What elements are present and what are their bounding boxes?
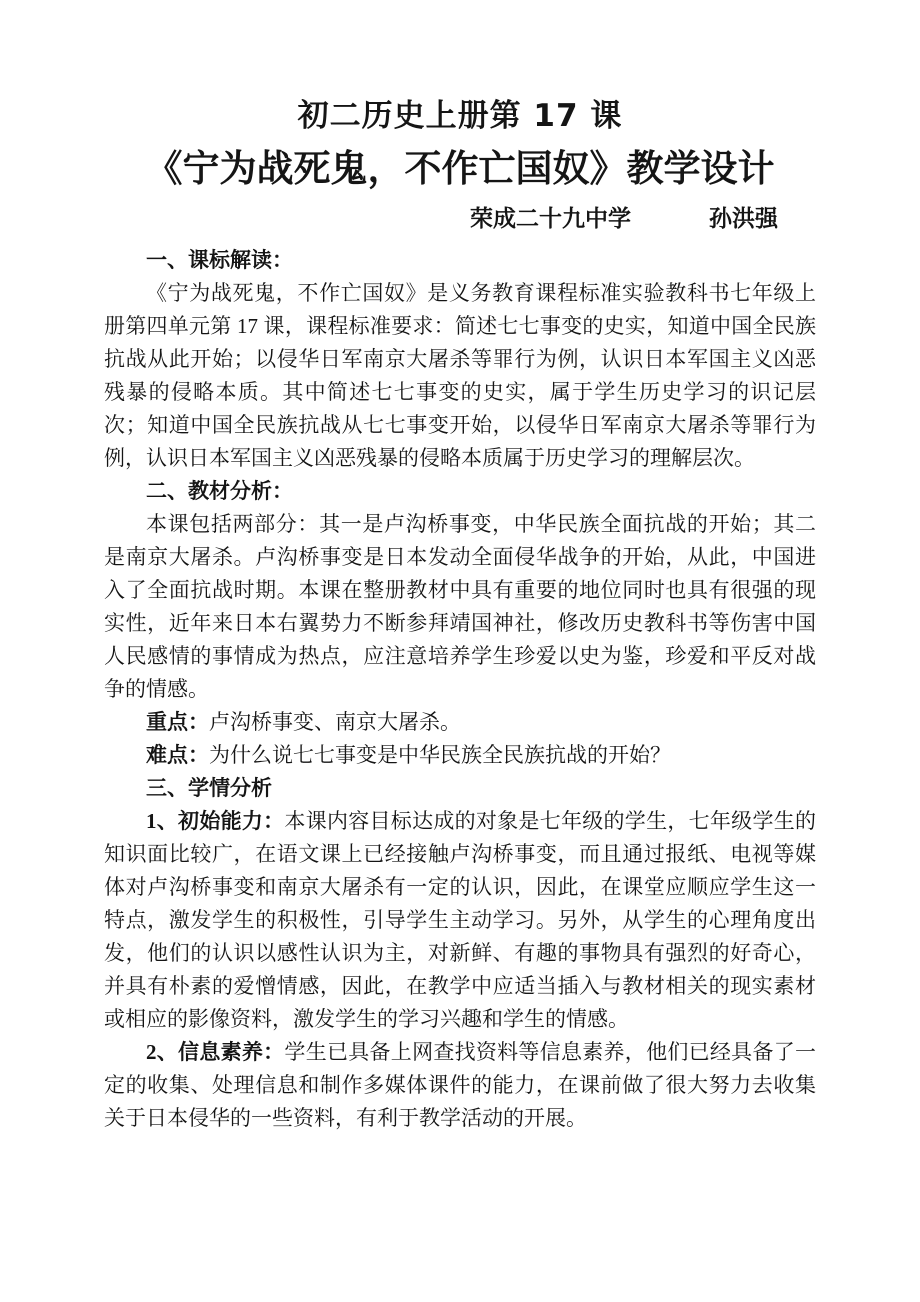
initial-ability-label: 1、初始能力： bbox=[146, 809, 285, 833]
document-title-line1: 初二历史上册第 17 课 bbox=[297, 98, 623, 134]
section-heading-textbook-analysis: 二、教材分析： bbox=[146, 479, 293, 503]
initial-ability-text: 本课内容目标达成的对象是七年级的学生，七年级学生的知识面比较广，在语文课上已经接触卢沟桥事变，而且通过报纸、电视等媒体对卢沟桥事变和南京大屠杀有一定的认识，因此，在课堂应顺应学生这一特点，激发学生的积极性，引导学生主动学习。另外，从学生的心理角度出发，他们的认识以感性认识为主，对新鲜、有趣的事物具有强烈的好奇心，并具有朴素的爱憎情感，因此，在教学中应适当插入与教材相关的现实素材或相应的影像资料，激发学生的学习兴趣和学生的情感。 bbox=[104, 809, 817, 1031]
section-heading-curriculum-standard: 一、课标解读： bbox=[146, 248, 293, 272]
paragraph-information-literacy bbox=[104, 1036, 816, 1135]
paragraph-initial-ability bbox=[104, 805, 816, 1036]
document-title-line2: 《宁为战死鬼，不作亡国奴》教学设计 bbox=[145, 147, 775, 190]
byline-author: 孙洪强 bbox=[709, 206, 778, 232]
key-point-label: 重点： bbox=[146, 710, 209, 734]
paragraph-difficult-point bbox=[104, 739, 816, 772]
section-heading-learner-analysis: 三、学情分析 bbox=[146, 776, 272, 800]
paragraph-key-point bbox=[104, 706, 816, 739]
document-body bbox=[104, 244, 816, 1135]
information-literacy-text: 学生已具备上网查找资料等信息素养，他们已经具备了一定的收集、处理信息和制作多媒体课件的能力，在课前做了很大努力去收集关于日本侵华的一些资料，有利于教学活动的开展。 bbox=[104, 1040, 817, 1130]
paragraph-curriculum-standard: 《宁为战死鬼，不作亡国奴》是义务教育课程标准实验教科书七年级上册第四单元第 17 课，课程标准要求：简述七七事变的史实，知道中国全民族抗战从此开始；以侵华日军南京大屠杀等罪行为例，认识日本军国主义凶恶残暴的侵略本质。其中简述七七事变的史实，属于学生历史学习的识记层次；知道中国全民族抗战从七七事变开始，以侵华日军南京大屠杀等罪行为例，认识日本军国主义凶恶残暴的侵略本质属于历史学习的理解层次。 bbox=[104, 281, 816, 470]
difficult-point-text: 为什么说七七事变是中华民族全民族抗战的开始？ bbox=[209, 743, 671, 767]
paragraph-textbook-analysis: 本课包括两部分：其一是卢沟桥事变，中华民族全面抗战的开始；其二是南京大屠杀。卢沟桥事变是日本发动全面侵华战争的开始，从此，中国进入了全面抗战时期。本课在整册教材中具有重要的地位同时也具有很强的现实性，近年来日本右翼势力不断参拜靖国神社，修改历史教科书等伤害中国人民感情的事情成为热点，应注意培养学生珍爱以史为鉴，珍爱和平反对战争的情感。 bbox=[104, 512, 816, 701]
information-literacy-label: 2、信息素养： bbox=[146, 1040, 285, 1064]
byline bbox=[104, 204, 778, 234]
key-point-text: 卢沟桥事变、南京大屠杀。 bbox=[209, 710, 461, 734]
difficult-point-label: 难点： bbox=[146, 743, 209, 767]
byline-school: 荣成二十九中学 bbox=[470, 206, 631, 232]
